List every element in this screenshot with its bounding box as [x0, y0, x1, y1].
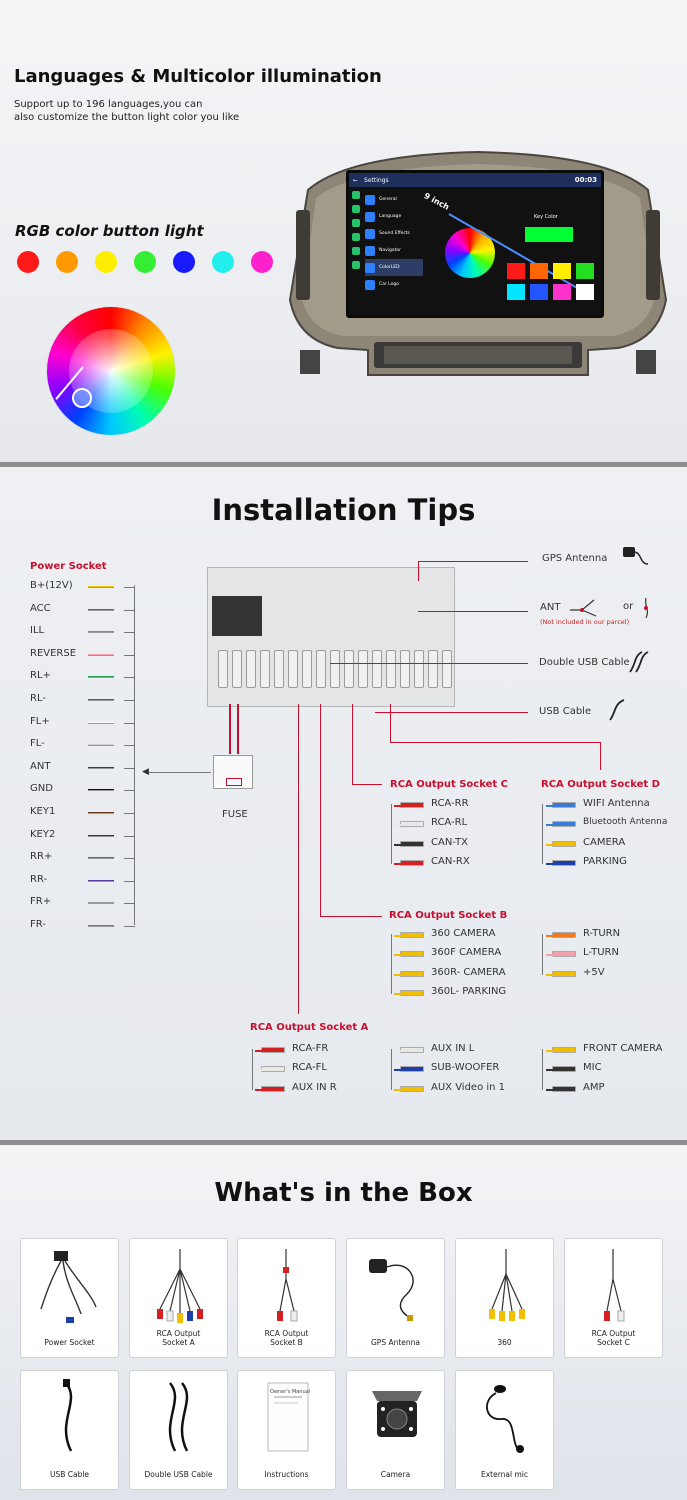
rca-plug-icon [552, 860, 576, 866]
rca-plug-icon [400, 1047, 424, 1053]
power-socket-wire-label: FL+ [30, 715, 50, 727]
power-socket-wire-label: KEY1 [30, 806, 56, 817]
box-item-caption-line: Camera [380, 1470, 411, 1479]
screen-settings-title: Settings [364, 176, 389, 184]
socket-item-label: 360 CAMERA [431, 928, 496, 939]
socket-bracket [252, 1049, 253, 1090]
box-item-caption [456, 1470, 553, 1479]
socket-item-label: Bluetooth Antenna [583, 817, 668, 828]
box-item-caption-line: GPS Antenna [370, 1338, 421, 1347]
power-socket-wire-icon [88, 767, 114, 769]
am-antenna-icon [638, 596, 668, 620]
box-item-caption-line: Power Socket [44, 1338, 95, 1347]
socket-item-label: AUX IN R [292, 1081, 337, 1093]
box-item-caption-line: RCA Output [156, 1329, 201, 1338]
socket-item-label: 360R- CAMERA [431, 966, 506, 978]
screen-color-swatch [507, 263, 525, 279]
socket-bracket [391, 804, 392, 864]
screen-settings-menu [365, 191, 423, 293]
rca-plug-icon [552, 951, 576, 957]
box-item-caption [21, 1338, 118, 1347]
power-connector-icon [212, 596, 262, 636]
socket-item-label: CAMERA [583, 836, 626, 848]
fuse-label: FUSE [222, 809, 248, 820]
box-item-image-icon [130, 1371, 229, 1461]
rca-plug-icon [400, 841, 424, 847]
socket-item-label: AUX Video in 1 [431, 1081, 506, 1093]
double-usb-cable-icon [626, 650, 656, 674]
power-socket-wire-label: FR+ [30, 896, 52, 908]
socket-d-line-h [390, 742, 600, 743]
power-socket-wire-label: REVERSE [30, 647, 77, 659]
power-socket-wire-label: RL- [30, 693, 46, 704]
power-socket-wire-label: FL- [30, 738, 45, 750]
box-item-caption [238, 1329, 335, 1347]
socket-c-line-v [352, 704, 353, 784]
heat-sink-rib [218, 650, 228, 688]
power-socket-wire-icon [88, 631, 114, 633]
box-item-image-icon [238, 1371, 337, 1461]
screen-color-swatch [507, 284, 525, 300]
power-socket-wire-icon [88, 586, 114, 588]
power-socket-wire-label: ACC [30, 602, 51, 614]
socket-b-heading: RCA Output Socket B [389, 910, 508, 921]
box-item-image-icon [565, 1239, 664, 1329]
screen-menu-item [365, 259, 423, 276]
rgb-color-dots [17, 251, 273, 273]
box-item-caption-line: External mic [480, 1470, 528, 1479]
usb-label: USB Cable [539, 706, 592, 717]
heat-sink-rib [442, 650, 452, 688]
box-item-caption-line: Instructions [264, 1470, 309, 1479]
socket-d-line-v2 [600, 742, 601, 770]
rca-plug-icon [552, 821, 576, 827]
screen-topbar [349, 173, 601, 187]
screen-color-swatch [576, 284, 594, 300]
socket-item-label: CAN-TX [431, 836, 468, 848]
socket-item-label: CAN-RX [431, 855, 470, 867]
box-item-caption [347, 1338, 444, 1347]
socket-bracket [391, 934, 392, 994]
apps-icon [352, 219, 360, 227]
ant-note: (Not included in our parcel) [540, 618, 630, 626]
power-socket-wire-icon [88, 789, 114, 791]
screen-color-swatch [530, 263, 548, 279]
power-socket-wire-label: B+(12V) [30, 580, 73, 591]
heat-sink-rib [358, 650, 368, 688]
rca-plug-icon [552, 932, 576, 938]
socket-bracket [542, 934, 543, 975]
box-item-image-icon [347, 1371, 446, 1461]
box-item-caption-line: RCA Output [264, 1329, 309, 1338]
screen-menu-item [365, 208, 423, 225]
socket-a-line-v [298, 704, 299, 1014]
socket-item-label: 360F CAMERA [431, 947, 502, 959]
box-item-caption-line: Socket C [597, 1338, 630, 1347]
heat-sink-rib [428, 650, 438, 688]
menu-item-label: ColorLED [379, 265, 400, 270]
box-item-image-icon [238, 1239, 337, 1329]
rgb-color-dot [212, 251, 234, 273]
screen-size-label: 9 inch [422, 191, 451, 212]
music-icon [352, 233, 360, 241]
socket-item-label: AUX IN L [431, 1043, 475, 1054]
heat-sink-rib [260, 650, 270, 688]
rca-plug-icon [552, 971, 576, 977]
box-item-caption-line: Double USB Cable [144, 1470, 213, 1479]
heat-sink-rib [386, 650, 396, 688]
box-item-image-icon [456, 1239, 555, 1329]
heat-sink-rib [316, 650, 326, 688]
socket-item-label: RCA-FR [292, 1043, 329, 1054]
power-socket-wire-icon [88, 654, 114, 656]
socket-b-line-h [320, 916, 382, 917]
heat-sink-rib [372, 650, 382, 688]
subtitle-line-1: Support up to 196 languages,you can [14, 99, 203, 110]
ant-line [418, 611, 528, 612]
usb-line [375, 712, 528, 713]
rgb-color-dot [17, 251, 39, 273]
box-item-caption-line: Socket B [270, 1338, 303, 1347]
box-item-image-icon [130, 1239, 229, 1329]
socket-d-heading: RCA Output Socket D [541, 779, 660, 790]
screen-color-swatch [553, 263, 571, 279]
section-subtitle-languages [14, 98, 274, 124]
socket-bracket [391, 1049, 392, 1090]
power-socket-connector-line [146, 772, 211, 773]
menu-item-icon [365, 195, 375, 205]
box-item-caption [456, 1338, 553, 1347]
power-socket-wire-label: KEY2 [30, 828, 56, 840]
menu-item-label: General [379, 197, 397, 202]
box-item-caption-line: RCA Output [591, 1329, 636, 1338]
fuse-wire-2 [237, 704, 239, 754]
power-socket-wire-icon [88, 744, 114, 746]
color-wheel-icon [47, 307, 175, 435]
rca-plug-icon [552, 1066, 576, 1072]
menu-item-icon [365, 280, 375, 290]
box-item-caption [565, 1329, 662, 1347]
box-item-card [455, 1370, 554, 1490]
power-socket-wire-label: RL+ [30, 670, 51, 682]
box-item-image-icon [456, 1371, 555, 1461]
screen-key-color-title: Key Color [534, 214, 558, 220]
socket-item-label: R-TURN [583, 928, 621, 939]
heat-sink-rib [344, 650, 354, 688]
subtitle-line-2: also customize the button light color you like [14, 112, 240, 123]
box-item-caption [347, 1470, 444, 1479]
heat-sink-rib [414, 650, 424, 688]
rca-plug-icon [400, 821, 424, 827]
socket-a-heading: RCA Output Socket A [250, 1022, 369, 1033]
power-socket-wire-icon [88, 722, 114, 724]
screen-menu-item [365, 276, 423, 293]
color-wheel-knob-icon [72, 388, 92, 408]
socket-b-line-v [320, 704, 321, 916]
section-title-languages: Languages & Multicolor illumination [14, 66, 382, 87]
power-socket-wire-icon [88, 835, 114, 837]
power-socket-wire-label: ILL [30, 625, 45, 637]
socket-item-label: FRONT CAMERA [583, 1043, 663, 1054]
rca-plug-icon [400, 990, 424, 996]
power-socket-wire-label: FR- [30, 919, 46, 930]
gps-antenna-label: GPS Antenna [542, 553, 608, 564]
screen-color-swatch [530, 284, 548, 300]
power-socket-wire-icon [88, 880, 114, 882]
box-item-caption-line: USB Cable [49, 1470, 90, 1479]
menu-item-label: Navigator [379, 248, 402, 253]
box-item-card [346, 1370, 445, 1490]
socket-c-heading: RCA Output Socket C [390, 779, 508, 790]
rca-plug-icon [552, 1047, 576, 1053]
screen-menu-item [365, 225, 423, 242]
power-socket-wire-label: GND [30, 783, 53, 795]
screen-clock: 00:03 [574, 176, 597, 184]
menu-item-label: Sound Effects [379, 231, 410, 236]
socket-c-line-h [352, 784, 382, 785]
box-item-caption-line: 360 [497, 1338, 512, 1347]
power-socket-wire-label: ANT [30, 760, 51, 772]
screen-key-color-bar [525, 227, 573, 242]
double-usb-label: Double USB Cable [539, 657, 630, 668]
gps-line-v [418, 561, 419, 581]
box-item-card [237, 1238, 336, 1358]
heat-sink-rib [302, 650, 312, 688]
socket-item-label: SUB-WOOFER [431, 1062, 500, 1074]
box-item-card [346, 1238, 445, 1358]
home-icon [352, 191, 360, 199]
fm-antenna-icon [568, 596, 598, 620]
menu-item-icon [365, 229, 375, 239]
ant-or-label: or [623, 601, 634, 612]
fuse-wire-1 [229, 704, 231, 754]
socket-d-line-v1 [390, 704, 391, 742]
box-item-card [129, 1238, 228, 1358]
section-title-box: What's in the Box [214, 1178, 473, 1208]
menu-item-label: Language [379, 214, 402, 219]
settings-icon [352, 261, 360, 269]
rca-plug-icon [400, 932, 424, 938]
rgb-color-dot [134, 251, 156, 273]
head-unit-screen [346, 170, 604, 318]
power-socket-tick [124, 926, 135, 927]
rca-plug-icon [400, 951, 424, 957]
box-item-image-icon [21, 1371, 120, 1461]
box-item-card [564, 1238, 663, 1358]
socket-item-label: MIC [583, 1062, 602, 1074]
phone-icon [352, 247, 360, 255]
box-item-caption-line: Socket A [162, 1338, 195, 1347]
box-item-card [455, 1238, 554, 1358]
nav-icon [352, 205, 360, 213]
rca-plug-icon [400, 1066, 424, 1072]
rca-plug-icon [261, 1047, 285, 1053]
socket-item-label: AMP [583, 1081, 605, 1093]
socket-bracket [542, 1049, 543, 1090]
heat-sink-rib [232, 650, 242, 688]
power-socket-bracket [134, 585, 135, 925]
fuse-icon [213, 755, 253, 789]
box-item-caption [130, 1470, 227, 1479]
double-usb-line [330, 663, 528, 664]
heat-sink-rib [330, 650, 340, 688]
rgb-color-dot [173, 251, 195, 273]
gps-line [418, 561, 528, 562]
screen-color-swatch [553, 284, 571, 300]
power-socket-wire-icon [88, 609, 114, 611]
heat-sink-rib [246, 650, 256, 688]
box-item-card [129, 1370, 228, 1490]
rgb-title: RGB color button light [15, 222, 204, 240]
socket-item-label: +5V [583, 966, 605, 978]
rca-plug-icon [400, 971, 424, 977]
socket-item-label: RCA-RR [431, 798, 469, 809]
back-arrow-icon: ← [353, 176, 359, 184]
usb-cable-icon [606, 698, 636, 722]
power-socket-wire-icon [88, 812, 114, 814]
heat-sink-rib [274, 650, 284, 688]
box-item-image-icon [347, 1239, 446, 1329]
socket-item-label: RCA-RL [431, 817, 468, 829]
box-item-image-icon [21, 1239, 120, 1329]
rca-plug-icon [261, 1066, 285, 1072]
power-socket-heading: Power Socket [30, 561, 107, 572]
rca-plug-icon [400, 1086, 424, 1092]
gps-antenna-icon [620, 544, 650, 568]
menu-item-icon [365, 246, 375, 256]
menu-item-label: Car Logo [379, 282, 399, 287]
power-socket-wire-icon [88, 857, 114, 859]
socket-item-label: WIFI Antenna [583, 798, 650, 809]
power-socket-wire-label: RR- [30, 873, 48, 885]
socket-bracket [542, 804, 543, 864]
power-socket-wire-icon [88, 699, 114, 701]
box-item-caption [238, 1470, 335, 1479]
section-title-installation: Installation Tips [211, 493, 476, 527]
rgb-color-dot [95, 251, 117, 273]
rca-plug-icon [400, 860, 424, 866]
box-item-card [237, 1370, 336, 1490]
socket-item-label: 360L- PARKING [431, 985, 507, 997]
rca-plug-icon [261, 1086, 285, 1092]
rca-plug-icon [400, 802, 424, 808]
box-item-caption [21, 1470, 118, 1479]
rca-plug-icon [552, 802, 576, 808]
box-item-caption [130, 1329, 227, 1347]
box-item-card [20, 1370, 119, 1490]
screen-menu-item [365, 242, 423, 259]
socket-item-label: RCA-FL [292, 1062, 327, 1074]
menu-item-icon [365, 212, 375, 222]
ant-label: ANT [540, 602, 561, 613]
socket-item-label: PARKING [583, 855, 627, 867]
heat-sink-rib [400, 650, 410, 688]
power-socket-wire-icon [88, 676, 114, 678]
screen-color-swatch [576, 263, 594, 279]
screen-left-icons [352, 191, 362, 269]
power-socket-wire-icon [88, 925, 114, 927]
rgb-color-dot [251, 251, 273, 273]
heat-sink-rib [288, 650, 298, 688]
screen-menu-item [365, 191, 423, 208]
menu-item-icon [365, 263, 375, 273]
rca-plug-icon [552, 841, 576, 847]
power-socket-wire-icon [88, 902, 114, 904]
manual-cover-text: Owner's Manual [270, 1389, 311, 1395]
rca-plug-icon [552, 1086, 576, 1092]
head-unit-back-panel [207, 567, 455, 707]
socket-item-label: L-TURN [583, 947, 619, 959]
rgb-color-dot [56, 251, 78, 273]
box-item-card [20, 1238, 119, 1358]
arrow-left-icon: ◀ [142, 767, 149, 777]
power-socket-wire-label: RR+ [30, 851, 53, 863]
